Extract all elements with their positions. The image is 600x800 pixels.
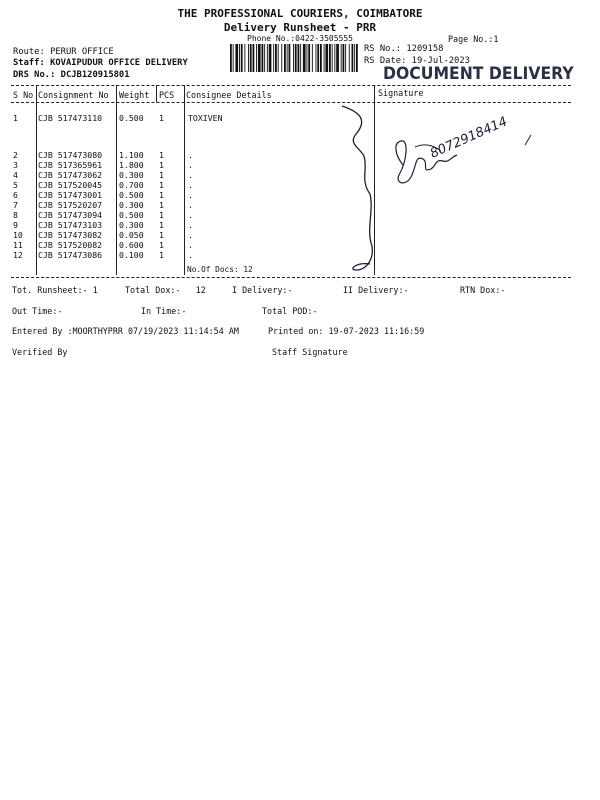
row-pcs: 1	[159, 190, 164, 200]
row-consignment: CJB 517473001	[38, 190, 103, 200]
row-sno: 1	[13, 113, 18, 123]
row-consignee: .	[188, 210, 193, 220]
row-pcs: 1	[159, 230, 164, 240]
row-weight: 0.300	[119, 170, 144, 180]
row-consignee: .	[188, 190, 193, 200]
rs-date: RS Date: 19-Jul-2023	[364, 56, 470, 66]
row-weight: 0.500	[119, 210, 144, 220]
tot-runsheet: Tot. Runsheet:- 1	[12, 285, 98, 295]
col-header-pcs: PCS	[159, 90, 175, 100]
row-pcs: 1	[159, 150, 164, 160]
row-weight: 0.700	[119, 180, 144, 190]
row-weight: 0.300	[119, 220, 144, 230]
row-pcs: 1	[159, 200, 164, 210]
document-delivery-stamp: DOCUMENT DELIVERY	[383, 64, 574, 84]
col-sep-2	[116, 85, 117, 275]
col-sep-3	[156, 85, 157, 102]
row-consignee: TOXIVEN	[188, 113, 223, 123]
phone-number: Phone No.:0422-3505555	[247, 34, 353, 43]
col-sep-1	[36, 85, 37, 275]
row-weight: 0.600	[119, 240, 144, 250]
col-sep-4	[184, 85, 185, 275]
entered-by: Entered By :MOORTHYPRR 07/19/2023 11:14:54 AM	[12, 326, 239, 336]
row-sno: 2	[13, 150, 18, 160]
row-consignment: CJB 517473110	[38, 113, 103, 123]
col-header-sno: S No	[13, 90, 34, 100]
row-weight: 0.050	[119, 230, 144, 240]
row-sno: 11	[13, 240, 23, 250]
ii-delivery: II Delivery:-	[343, 285, 409, 295]
row-consignment: CJB 517473080	[38, 150, 103, 160]
no-of-docs: No.Of Docs: 12	[187, 265, 253, 274]
row-consignment: CJB 517365961	[38, 160, 103, 170]
row-pcs: 1	[159, 160, 164, 170]
row-pcs: 1	[159, 220, 164, 230]
company-name: THE PROFESSIONAL COURIERS, COIMBATORE	[177, 7, 423, 20]
route-label: Route: PERUR OFFICE	[13, 47, 114, 57]
col-header-consignment: Consignment No	[38, 90, 109, 100]
total-dox: Total Dox:- 12	[125, 285, 206, 295]
row-consignee: .	[188, 200, 193, 210]
row-consignment: CJB 517473094	[38, 210, 103, 220]
row-consignee: .	[188, 220, 193, 230]
row-sno: 10	[13, 230, 23, 240]
row-sno: 9	[13, 220, 18, 230]
row-consignee: .	[188, 150, 193, 160]
row-sno: 6	[13, 190, 18, 200]
table-top-rule	[11, 85, 571, 86]
row-pcs: 1	[159, 180, 164, 190]
row-consignee: .	[188, 180, 193, 190]
col-header-weight: Weight	[119, 90, 150, 100]
i-delivery: I Delivery:-	[232, 285, 293, 295]
row-pcs: 1	[159, 250, 164, 260]
row-pcs: 1	[159, 113, 164, 123]
row-sno: 4	[13, 170, 18, 180]
row-sno: 8	[13, 210, 18, 220]
runsheet-title: Delivery Runsheet - PRR	[223, 21, 377, 34]
table-header-rule	[11, 102, 571, 103]
row-consignment: CJB 517473086	[38, 250, 103, 260]
row-consignment: CJB 517520045	[38, 180, 103, 190]
row-sno: 7	[13, 200, 18, 210]
row-consignee: .	[188, 170, 193, 180]
row-weight: 1.800	[119, 160, 144, 170]
row-weight: 0.100	[119, 250, 144, 260]
row-consignee: .	[188, 250, 193, 260]
row-weight: 0.500	[119, 190, 144, 200]
rtn-dox: RTN Dox:-	[460, 285, 506, 295]
row-sno: 5	[13, 180, 18, 190]
total-pod: Total POD:-	[262, 306, 318, 316]
table-bottom-rule	[11, 277, 571, 278]
barcode-image	[230, 44, 360, 72]
verified-by: Verified By	[12, 347, 68, 357]
drs-number: DRS No.: DCJB120915801	[13, 70, 130, 80]
in-time: In Time:-	[141, 306, 187, 316]
row-pcs: 1	[159, 210, 164, 220]
row-consignee: .	[188, 230, 193, 240]
printed-on: Printed on: 19-07-2023 11:16:59	[268, 326, 425, 336]
row-weight: 0.500	[119, 113, 144, 123]
row-weight: 0.300	[119, 200, 144, 210]
row-consignment: CJB 517520082	[38, 240, 103, 250]
handwritten-phone-note: 8072918414	[428, 114, 510, 162]
col-header-signature: Signature	[378, 88, 424, 98]
row-consignment: CJB 517473062	[38, 170, 103, 180]
staff-label: Staff: KOVAIPUDUR OFFICE DELIVERY	[13, 58, 188, 68]
col-header-consignee: Consignee Details	[186, 90, 272, 100]
row-consignment: CJB 517520207	[38, 200, 103, 210]
row-consignee: .	[188, 240, 193, 250]
rs-number: RS No.: 1209158	[364, 44, 444, 54]
row-consignee: .	[188, 160, 193, 170]
row-consignment: CJB 517473082	[38, 230, 103, 240]
row-pcs: 1	[159, 170, 164, 180]
row-consignment: CJB 517473103	[38, 220, 103, 230]
row-pcs: 1	[159, 240, 164, 250]
row-sno: 3	[13, 160, 18, 170]
staff-signature: Staff Signature	[272, 347, 348, 357]
out-time: Out Time:-	[12, 306, 63, 316]
page-number: Page No.:1	[448, 34, 499, 44]
row-weight: 1.100	[119, 150, 144, 160]
row-sno: 12	[13, 250, 23, 260]
